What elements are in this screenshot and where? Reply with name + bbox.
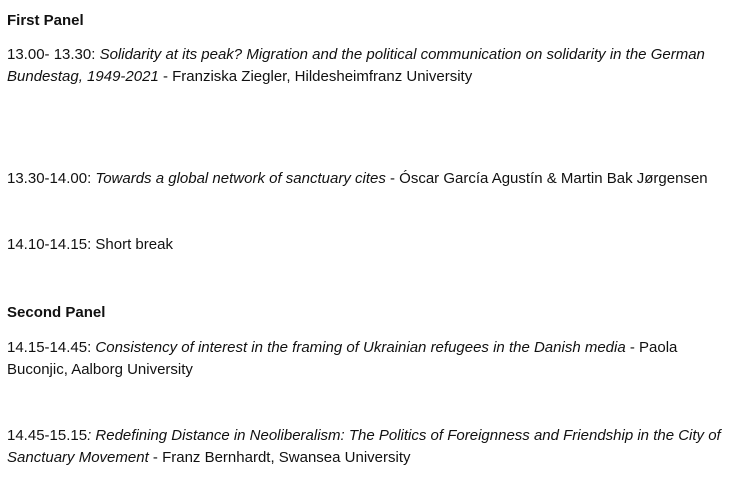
item-speakers: - Franz Bernhardt, Swansea University [148, 449, 411, 466]
item-time: 14.15-14.45: [7, 339, 96, 356]
item-speakers: - Paola Buconjic, Aalborg University [7, 339, 678, 378]
item-title: Towards a global network of sanctuary cites [95, 170, 386, 187]
first-panel-heading: First Panel [7, 12, 84, 29]
program-item-short-break [7, 234, 737, 256]
item-title: Solidarity at its peak? Migration and the political communication on solidarity in the German Bundestag, 1949-2021 [7, 46, 705, 85]
item-speakers: - Óscar García Agustín & Martin Bak Jørgensen [385, 170, 708, 187]
program-item-ukrainian-refugees [7, 337, 737, 381]
item-time: 14.10-14.15: Short break [7, 236, 173, 253]
item-time: 13.00- 13.30: [7, 46, 100, 63]
item-title: Consistency of interest in the framing of Ukrainian refugees in the Danish media [95, 339, 626, 356]
item-time: 14.45-15.15 [7, 427, 88, 444]
program-item-redefining-distance [7, 425, 737, 469]
program-item-sanctuary-cities [7, 168, 737, 190]
second-panel-heading: Second Panel [7, 304, 106, 321]
item-speakers: - Franziska Ziegler, Hildesheimfranz University [158, 68, 473, 85]
program-item-solidarity [7, 44, 737, 88]
item-title: : Redefining Distance in Neoliberalism: The Politics of Foreignness and Friendship in the City of Sanctuary Movement [7, 427, 721, 466]
item-time: 13.30-14.00: [7, 170, 96, 187]
